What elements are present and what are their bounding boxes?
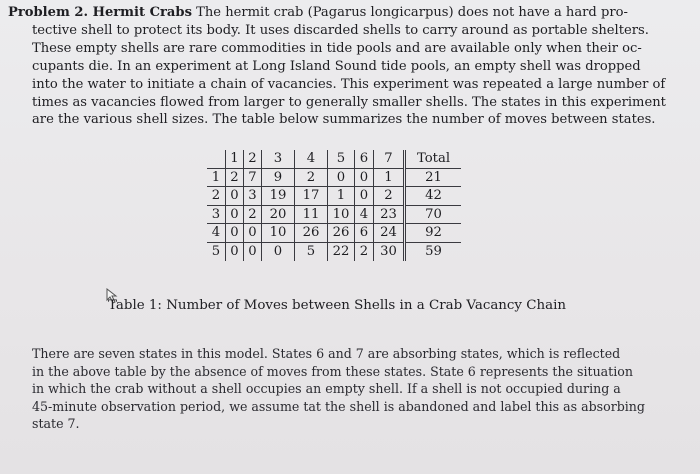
table-cell: 0 <box>244 224 262 243</box>
table-cell <box>207 150 226 168</box>
row-label: 1 <box>207 168 226 187</box>
table-header-cell: 1 <box>226 150 244 168</box>
note-line: in the above table by the absence of moves from these states. State 6 represents the situation <box>32 363 633 379</box>
problem-line: cupants die. In an experiment at Long Island Sound tide pools, an empty shell was dropped <box>32 58 641 74</box>
problem-line: are the various shell sizes. The table below summarizes the number of moves between states. <box>32 112 656 128</box>
table-cell: 30 <box>374 242 405 260</box>
table-cell: 4 <box>355 205 374 224</box>
row-label: 3 <box>207 205 226 224</box>
table-cell: 24 <box>374 224 405 243</box>
table-cell: 2 <box>374 187 405 206</box>
table-header-cell: 4 <box>295 150 328 168</box>
total-cell: 42 <box>405 187 462 206</box>
table-cell: 0 <box>226 242 244 260</box>
table-cell: 0 <box>328 168 355 187</box>
table-cell: 9 <box>262 168 295 187</box>
problem-line: These empty shells are rare commodities in tide pools and are available only when their oc- <box>32 40 642 56</box>
table-header-cell: 3 <box>262 150 295 168</box>
problem-statement <box>8 4 692 129</box>
note-line: state 7. <box>32 416 80 432</box>
table-cell: 1 <box>328 187 355 206</box>
problem-line: The hermit crab (Pagarus longicarpus) does not have a hard pro- <box>191 5 628 20</box>
note-line: in which the crab without a shell occupies an empty shell. If a shell is not occupied during a <box>32 381 621 397</box>
table-header-cell: 5 <box>328 150 355 168</box>
table-cell: 2 <box>295 168 328 187</box>
table-header-row <box>207 150 461 168</box>
table-cell: 26 <box>328 224 355 243</box>
problem-line: tective shell to protect its body. It uses discarded shells to carry around as portable shelters. <box>32 22 649 38</box>
table-row <box>207 242 461 260</box>
table-row <box>207 205 461 224</box>
total-cell: 59 <box>405 242 462 260</box>
table-cell: 10 <box>262 224 295 243</box>
table-header-cell: 6 <box>355 150 374 168</box>
table-cell: 1 <box>374 168 405 187</box>
table-cell: 10 <box>328 205 355 224</box>
total-cell: 92 <box>405 224 462 243</box>
table-cell: 2 <box>226 168 244 187</box>
table-header-cell: 2 <box>244 150 262 168</box>
table-cell: 0 <box>262 242 295 260</box>
table-cell: 0 <box>226 187 244 206</box>
problem-line: into the water to initiate a chain of vacancies. This experiment was repeated a large number of <box>32 76 666 92</box>
table-cell: 23 <box>374 205 405 224</box>
table-row <box>207 168 461 187</box>
table-cell: 2 <box>355 242 374 260</box>
table-cell: 3 <box>244 187 262 206</box>
table-row <box>207 187 461 206</box>
table-cell: 2 <box>244 205 262 224</box>
table-cell: 19 <box>262 187 295 206</box>
table-row <box>207 224 461 243</box>
table-cell: 20 <box>262 205 295 224</box>
states-explanation <box>32 345 694 433</box>
total-cell: 70 <box>405 205 462 224</box>
note-line: 45-minute observation period, we assume tat the shell is abandoned and label this as absorbing <box>32 398 645 414</box>
table-cell: 17 <box>295 187 328 206</box>
table-cell: 7 <box>244 168 262 187</box>
table-cell: 0 <box>244 242 262 260</box>
table-cell: 22 <box>328 242 355 260</box>
table-cell: 0 <box>355 187 374 206</box>
problem-line: times as vacancies flowed from larger to generally smaller shells. The states in this experiment <box>32 94 666 110</box>
table-header-cell: Total <box>405 150 462 168</box>
table-cell: 6 <box>355 224 374 243</box>
row-label: 5 <box>211 243 221 259</box>
table-header-cell: 7 <box>374 150 405 168</box>
table-cell: 11 <box>295 205 328 224</box>
row-label: 4 <box>207 224 226 243</box>
table-cell: 5 <box>295 242 328 260</box>
moves-table <box>207 150 461 261</box>
problem-heading: Problem 2. Hermit Crabs <box>8 5 192 20</box>
table-cell: 0 <box>355 168 374 187</box>
total-cell: 21 <box>405 168 462 187</box>
table-cell: 0 <box>226 224 244 243</box>
table-caption: Table 1: Number of Moves between Shells in a Crab Vacancy Chain <box>108 298 567 313</box>
table-cell: 26 <box>295 224 328 243</box>
table-cell: 0 <box>226 205 244 224</box>
row-label: 2 <box>207 187 226 206</box>
note-line: There are seven states in this model. States 6 and 7 are absorbing states, which is reflected <box>32 346 621 361</box>
